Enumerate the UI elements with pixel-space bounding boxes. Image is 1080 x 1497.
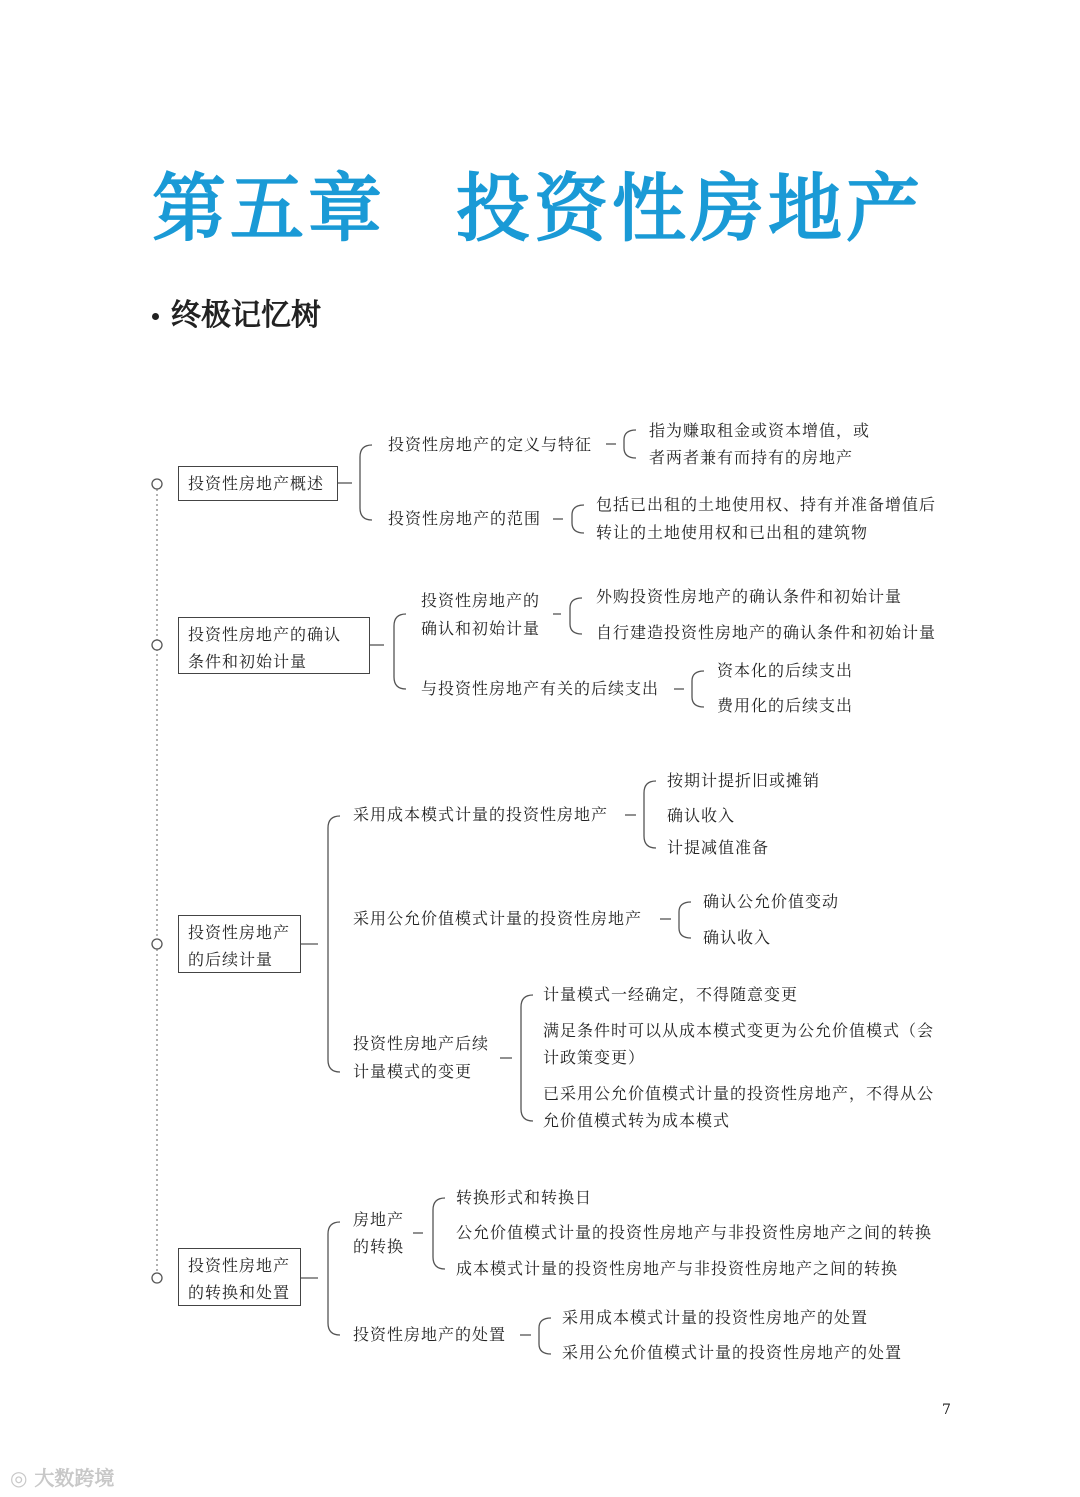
leaf-text: 计政策变更） [543,1048,646,1067]
leaf-text: 费用化的后续支出 [717,696,854,715]
leaf-text: 确认收入 [703,928,772,947]
leaf-text: 指为赚取租金或资本增值，或 [649,421,871,440]
section-node-label-line: 投资性房地产的确认 [188,625,342,644]
leaf-text: 转换形式和转换日 [456,1188,593,1207]
leaf-text: 包括已出租的土地使用权、持有并准备增值后 [596,495,937,514]
branch-model-change: 投资性房地产后续 [353,1034,490,1053]
section-node-label-line: 的转换和处置 [188,1283,291,1302]
leaf-text: 满足条件时可以从成本模式变更为公允价值模式（会 [543,1021,935,1040]
leaf-text: 计量模式一经确定，不得随意变更 [543,985,799,1004]
leaf-text: 外购投资性房地产的确认条件和初始计量 [596,587,903,606]
leaf-text: 允价值模式转为成本模式 [543,1111,731,1130]
section-node-label-line: 的后续计量 [188,950,274,969]
branch-subsequent-expenditure: 与投资性房地产有关的后续支出 [421,679,660,698]
leaf-text: 采用公允价值模式计量的投资性房地产的处置 [562,1343,903,1362]
branch-fair-value-model: 采用公允价值模式计量的投资性房地产 [353,909,643,928]
watermark-text: 大数跨境 [34,1466,115,1490]
leaf-text: 已采用公允价值模式计量的投资性房地产，不得从公 [543,1084,935,1103]
leaf-text: 转让的土地使用权和已出租的建筑物 [596,523,869,542]
branch-model-change: 计量模式的变更 [353,1062,473,1081]
section-node-label: 投资性房地产概述 [188,474,325,493]
section-node-label-line: 投资性房地产 [188,923,291,942]
leaf-text: 按期计提折旧或摊销 [667,771,821,790]
section-node-label-line: 条件和初始计量 [188,652,308,671]
branch-conversion: 房地产 [353,1210,405,1229]
section-heading-text: 终极记忆树 [171,298,321,333]
watermark-logo-icon: ◎ [10,1466,28,1490]
chapter-name: 投资性房地产 [456,166,924,252]
leaf-text: 采用成本模式计量的投资性房地产的处置 [562,1308,869,1327]
section-node-subsequent-measurement [178,915,301,973]
branch-initial-measurement: 投资性房地产的 [421,591,541,610]
chapter-number: 第五章 [152,166,386,252]
branch-cost-model: 采用成本模式计量的投资性房地产 [353,805,609,824]
section-node-conversion-disposal [178,1248,301,1306]
leaf-text: 自行建造投资性房地产的确认条件和初始计量 [596,623,937,642]
section-node-label-line: 投资性房地产 [188,1256,291,1275]
branch-scope: 投资性房地产的范围 [388,509,542,528]
branch-initial-measurement: 确认和初始计量 [421,619,541,638]
leaf-text: 确认收入 [667,806,736,825]
branch-disposal: 投资性房地产的处置 [353,1325,507,1344]
leaf-text: 者两者兼有而持有的房地产 [649,448,854,467]
leaf-text: 公允价值模式计量的投资性房地产与非投资性房地产之间的转换 [456,1223,933,1242]
leaf-text: 资本化的后续支出 [717,661,854,680]
leaf-text: 确认公允价值变动 [703,892,840,911]
leaf-text: 成本模式计量的投资性房地产与非投资性房地产之间的转换 [456,1259,899,1278]
section-node-overview [178,466,338,501]
watermark [10,1462,114,1491]
branch-definition: 投资性房地产的定义与特征 [388,435,593,454]
section-node-recognition [178,617,370,674]
leaf-text: 计提减值准备 [667,838,770,857]
branch-conversion: 的转换 [353,1237,405,1256]
page-number: 7 [942,1402,951,1418]
